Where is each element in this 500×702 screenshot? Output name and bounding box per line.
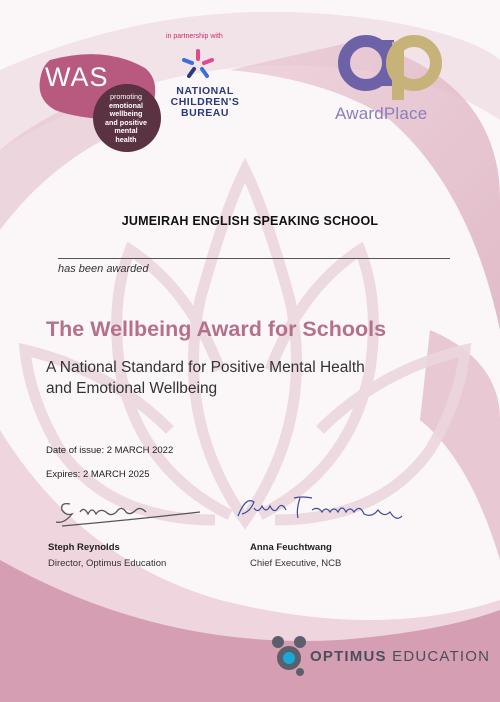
expiry-date: Expires: 2 MARCH 2025 [46,469,150,480]
signature-anna-feuchtwang [232,488,412,530]
ncb-logo-text: NATIONAL CHILDREN'S BUREAU [170,85,240,119]
ncb-star-icon [180,46,216,82]
signatory-role-2: Chief Executive, NCB [250,558,342,569]
signatory-name-2: Anna Feuchtwang [250,542,332,553]
was-tagline: promoting emotional wellbeing and positive mental health [105,92,147,144]
signature-steph-reynolds [50,492,210,534]
optimus-logo-text: OPTIMUS EDUCATION [310,648,491,665]
signatory-role-1: Director, Optimus Education [48,558,167,569]
school-underline [58,258,450,259]
awarded-label: has been awarded [58,263,149,275]
awardplace-ap-icon [338,30,442,100]
awardplace-logo-text: AwardPlace [335,104,428,123]
optimus-logo-icon [270,632,310,678]
ncb-partnership-label: in partnership with [166,33,223,40]
signatory-name-1: Steph Reynolds [48,542,120,553]
school-name: JUMEIRAH ENGLISH SPEAKING SCHOOL [121,214,379,228]
award-subtitle: A National Standard for Positive Mental Health and Emotional Wellbeing [46,359,365,397]
award-title: The Wellbeing Award for Schools [46,317,387,341]
was-logo-text: WAS [45,62,109,92]
issue-date: Date of issue: 2 MARCH 2022 [46,445,174,456]
